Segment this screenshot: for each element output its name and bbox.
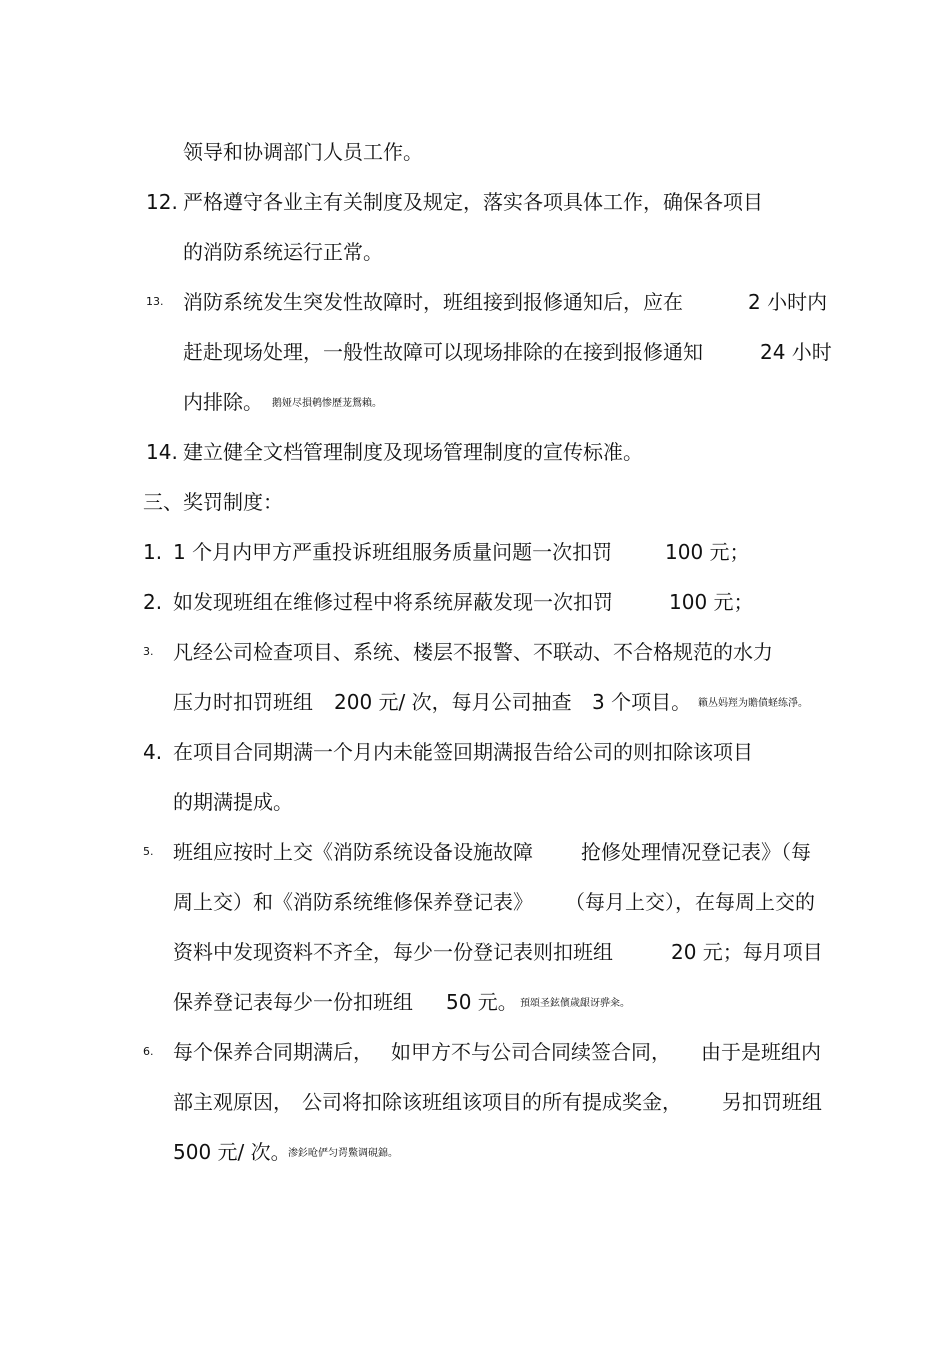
list-number: 2. (143, 590, 163, 614)
text-line: 部主观原因， (173, 1090, 293, 1114)
text-line: 的消防系统运行正常。 (183, 240, 383, 264)
text-line: 20 元；每月项目 (671, 940, 823, 964)
list-number: 3. (143, 645, 154, 658)
text-line: 的期满提成。 (173, 790, 293, 814)
list-number: 4. (143, 740, 163, 764)
text-line: 如发现班组在维修过程中将系统屏蔽发现一次扣罚 (173, 590, 613, 614)
text-line: （每月上交），在每周上交的 (565, 890, 815, 914)
section-heading: 三、奖罚制度： (143, 490, 283, 514)
list-number: 13. (146, 295, 164, 308)
list-number: 12. (146, 190, 178, 214)
list-number: 5. (143, 845, 154, 858)
text-line: 100 元； (669, 590, 754, 614)
garbled-note: 渗釤呛俨匀谔鱉调硯錦。 (288, 1148, 398, 1159)
text-line: 压力时扣罚班组 (173, 690, 313, 714)
text-line: 3 个项目。 (592, 690, 692, 714)
garbled-note: 籟丛妈羥为贍僨蛏练淨。 (698, 698, 808, 709)
text-line: 由于是班组内 (701, 1040, 821, 1064)
text-line: 凡经公司检查项目、系统、楼层不报警、不联动、不合格规范的水力 (173, 640, 773, 664)
garbled-note: 鹅娅尽損鹌惨歷茏鴛賴。 (272, 398, 382, 409)
text-line: 赶赴现场处理，一般性故障可以现场排除的在接到报修通知 (183, 340, 703, 364)
text-line: 每个保养合同期满后， (173, 1040, 373, 1064)
text-line: 内排除。 (183, 390, 263, 414)
garbled-note: 預頌圣鉉儐歲龈讶骅籴。 (520, 998, 630, 1009)
text-line: 严格遵守各业主有关制度及规定，落实各项具体工作，确保各项目 (183, 190, 763, 214)
text-line: 保养登记表每少一份扣班组 (173, 990, 413, 1014)
text-line: 在项目合同期满一个月内未能签回期满报告给公司的则扣除该项目 (173, 740, 753, 764)
text-line: 100 元； (665, 540, 750, 564)
list-number: 14. (146, 440, 178, 464)
text-line: 资料中发现资料不齐全，每少一份登记表则扣班组 (173, 940, 613, 964)
text-line: 消防系统发生突发性故障时，班组接到报修通知后，应在 (183, 290, 683, 314)
text-line: 2 小时内 (748, 290, 828, 314)
text-line: 500 元/ 次。 (173, 1140, 291, 1164)
text-line: 周上交）和《消防系统维修保养登记表》 (173, 890, 533, 914)
text-line: 班组应按时上交《消防系统设备设施故障 (173, 840, 533, 864)
text-line: 如甲方不与公司合同续签合同， (391, 1040, 671, 1064)
list-number: 1. (143, 540, 163, 564)
text-line: 200 元/ 次，每月公司抽查 (334, 690, 572, 714)
text-line: 1 个月内甲方严重投诉班组服务质量问题一次扣罚 (173, 540, 613, 564)
text-line: 领导和协调部门人员工作。 (183, 140, 423, 164)
text-line: 50 元。 (446, 990, 518, 1014)
list-number: 6. (143, 1045, 154, 1058)
text-line: 建立健全文档管理制度及现场管理制度的宣传标准。 (183, 440, 643, 464)
text-line: 抢修处理情况登记表》（每 (581, 840, 811, 864)
text-line: 公司将扣除该班组该项目的所有提成奖金， (302, 1090, 682, 1114)
text-line: 另扣罚班组 (722, 1090, 822, 1114)
text-line: 24 小时 (760, 340, 832, 364)
